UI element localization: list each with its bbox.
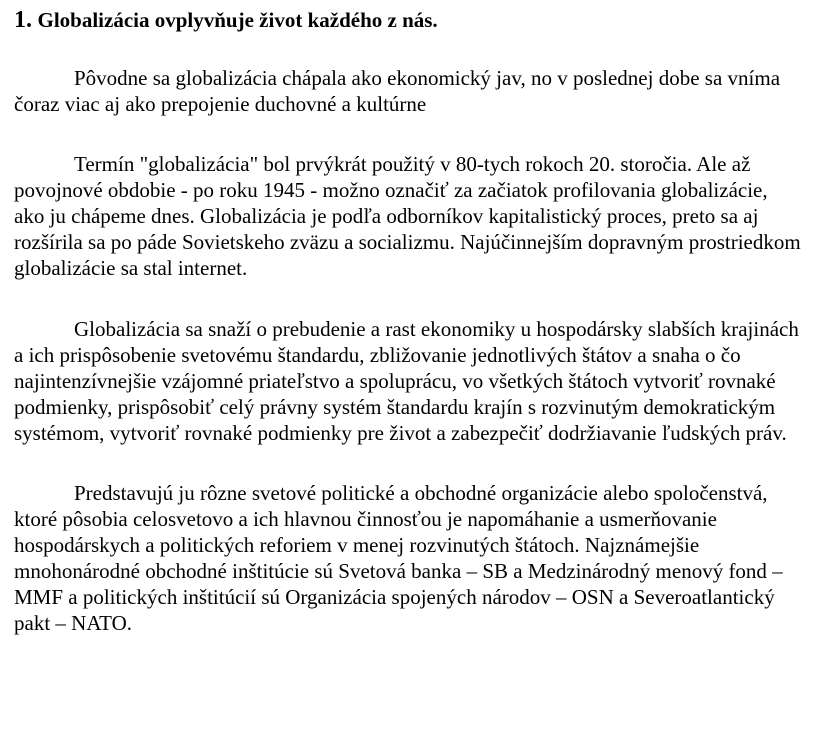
section-title: Globalizácia ovplyvňuje život každého z nás.	[37, 8, 438, 32]
paragraph-origin: Pôvodne sa globalizácia chápala ako ekonomický jav, no v poslednej dobe sa vníma čoraz viac aj ako prepojenie duchovné a kultúrne	[14, 66, 781, 116]
paragraph-organizations: Predstavujú ju rôzne svetové politické a obchodné organizácie alebo spoločenstvá, ktoré pôsobia celosvetovo a ich hlavnou činnosťou je napomáhanie a usmerňovanie hospodárskych a politických reforiem v menej rozvinutých štátoch. Najznámejšie mnohonárodné obchodné inštitúcie sú Svetová banka – SB a Medzinárodný menový fond – MMF a politických inštitúcií sú Organizácia spojených národov – OSN a Severoatlantický pakt – NATO.	[14, 481, 783, 635]
section-heading	[14, 6, 802, 34]
section-number: 1.	[14, 7, 32, 33]
paragraph-goals: Globalizácia sa snaží o prebudenie a rast ekonomiky u hospodársky slabších krajinách a ich prispôsobenie svetovému štandardu, zbližovanie jednotlivých štátov a snaha o čo najintenzívnejšie vzájomné priateľstvo a spoluprácu, vo všetkých štátoch vytvoriť rovnaké podmienky, prispôsobiť celý právny systém štandardu krajín s rozvinutým demokratickým systémom, vytvoriť rovnaké podmienky pre život a zabezpečiť dodržiavanie ľudských práv.	[14, 317, 799, 445]
paragraph-history: Termín "globalizácia" bol prvýkrát použitý v 80-tych rokoch 20. storočia. Ale až povojnové obdobie - po roku 1945 - možno označiť za začiatok profilovania globalizácie, ako ju chápeme dnes. Globalizácia je podľa odborníkov kapitalistický proces, preto sa aj rozšírila sa po páde Sovietskeho zväzu a socializmu. Najúčinnejším dopravným prostriedkom globalizácie sa stal internet.	[14, 152, 801, 280]
